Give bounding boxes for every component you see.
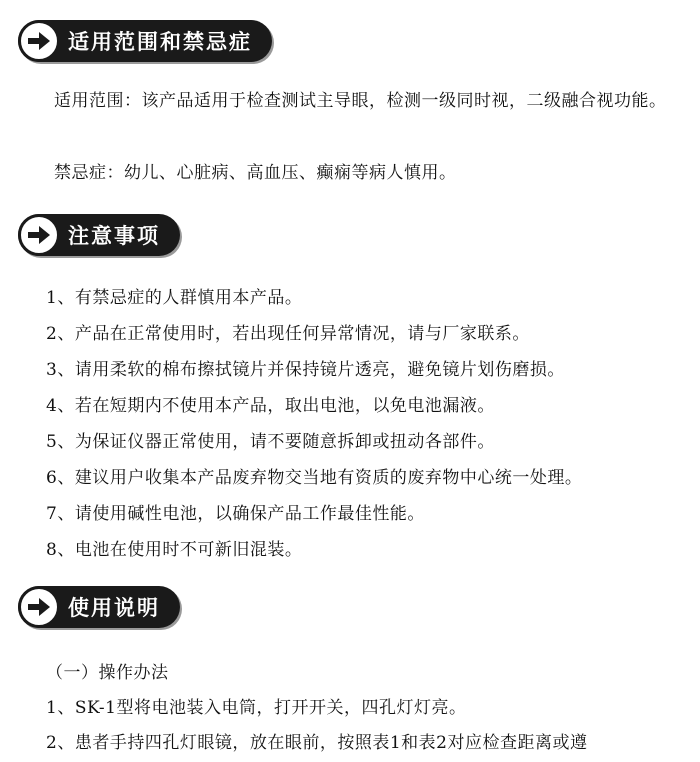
section-title: 使用说明	[68, 596, 160, 620]
list-item: 5、为保证仪器正常使用，请不要随意拆卸或扭动各部件。	[46, 432, 495, 452]
arrow-right-icon	[18, 20, 60, 62]
list-item: 2、产品在正常使用时，若出现任何异常情况，请与厂家联系。	[46, 324, 530, 344]
scope-paragraph: 适用范围：该产品适用于检查测试主导眼，检测一级同时视，二级融合视功能。	[54, 91, 667, 111]
arrow-right-icon	[18, 214, 60, 256]
section-title: 适用范围和禁忌症	[68, 30, 252, 54]
section-title: 注意事项	[68, 224, 160, 248]
list-item: 4、若在短期内不使用本产品，取出电池，以免电池漏液。	[46, 396, 495, 416]
arrow-right-icon	[18, 586, 60, 628]
list-item: 2、患者手持四孔灯眼镜，放在眼前，按照表1和表2对应检查距离或遵	[46, 733, 588, 753]
notes-list	[46, 280, 686, 568]
list-item: 1、SK-1型将电池装入电筒，打开开关，四孔灯灯亮。	[46, 698, 467, 718]
list-item: 1、有禁忌症的人群慎用本产品。	[46, 288, 303, 308]
list-item: （一）操作办法	[46, 663, 169, 683]
list-item: 8、电池在使用时不可新旧混装。	[46, 540, 303, 560]
section-header-scope	[18, 20, 272, 62]
list-item: 6、建议用户收集本产品废弃物交当地有资质的废弃物中心统一处理。	[46, 468, 583, 488]
list-item: 7、请使用碱性电池，以确保产品工作最佳性能。	[46, 504, 425, 524]
section-header-usage	[18, 586, 180, 628]
section-header-notes	[18, 214, 180, 256]
list-item: 3、请用柔软的棉布擦拭镜片并保持镜片透亮，避免镜片划伤磨损。	[46, 360, 565, 380]
contraindication-paragraph: 禁忌症：幼儿、心脏病、高血压、癫痫等病人慎用。	[54, 163, 457, 183]
usage-list	[46, 656, 686, 761]
